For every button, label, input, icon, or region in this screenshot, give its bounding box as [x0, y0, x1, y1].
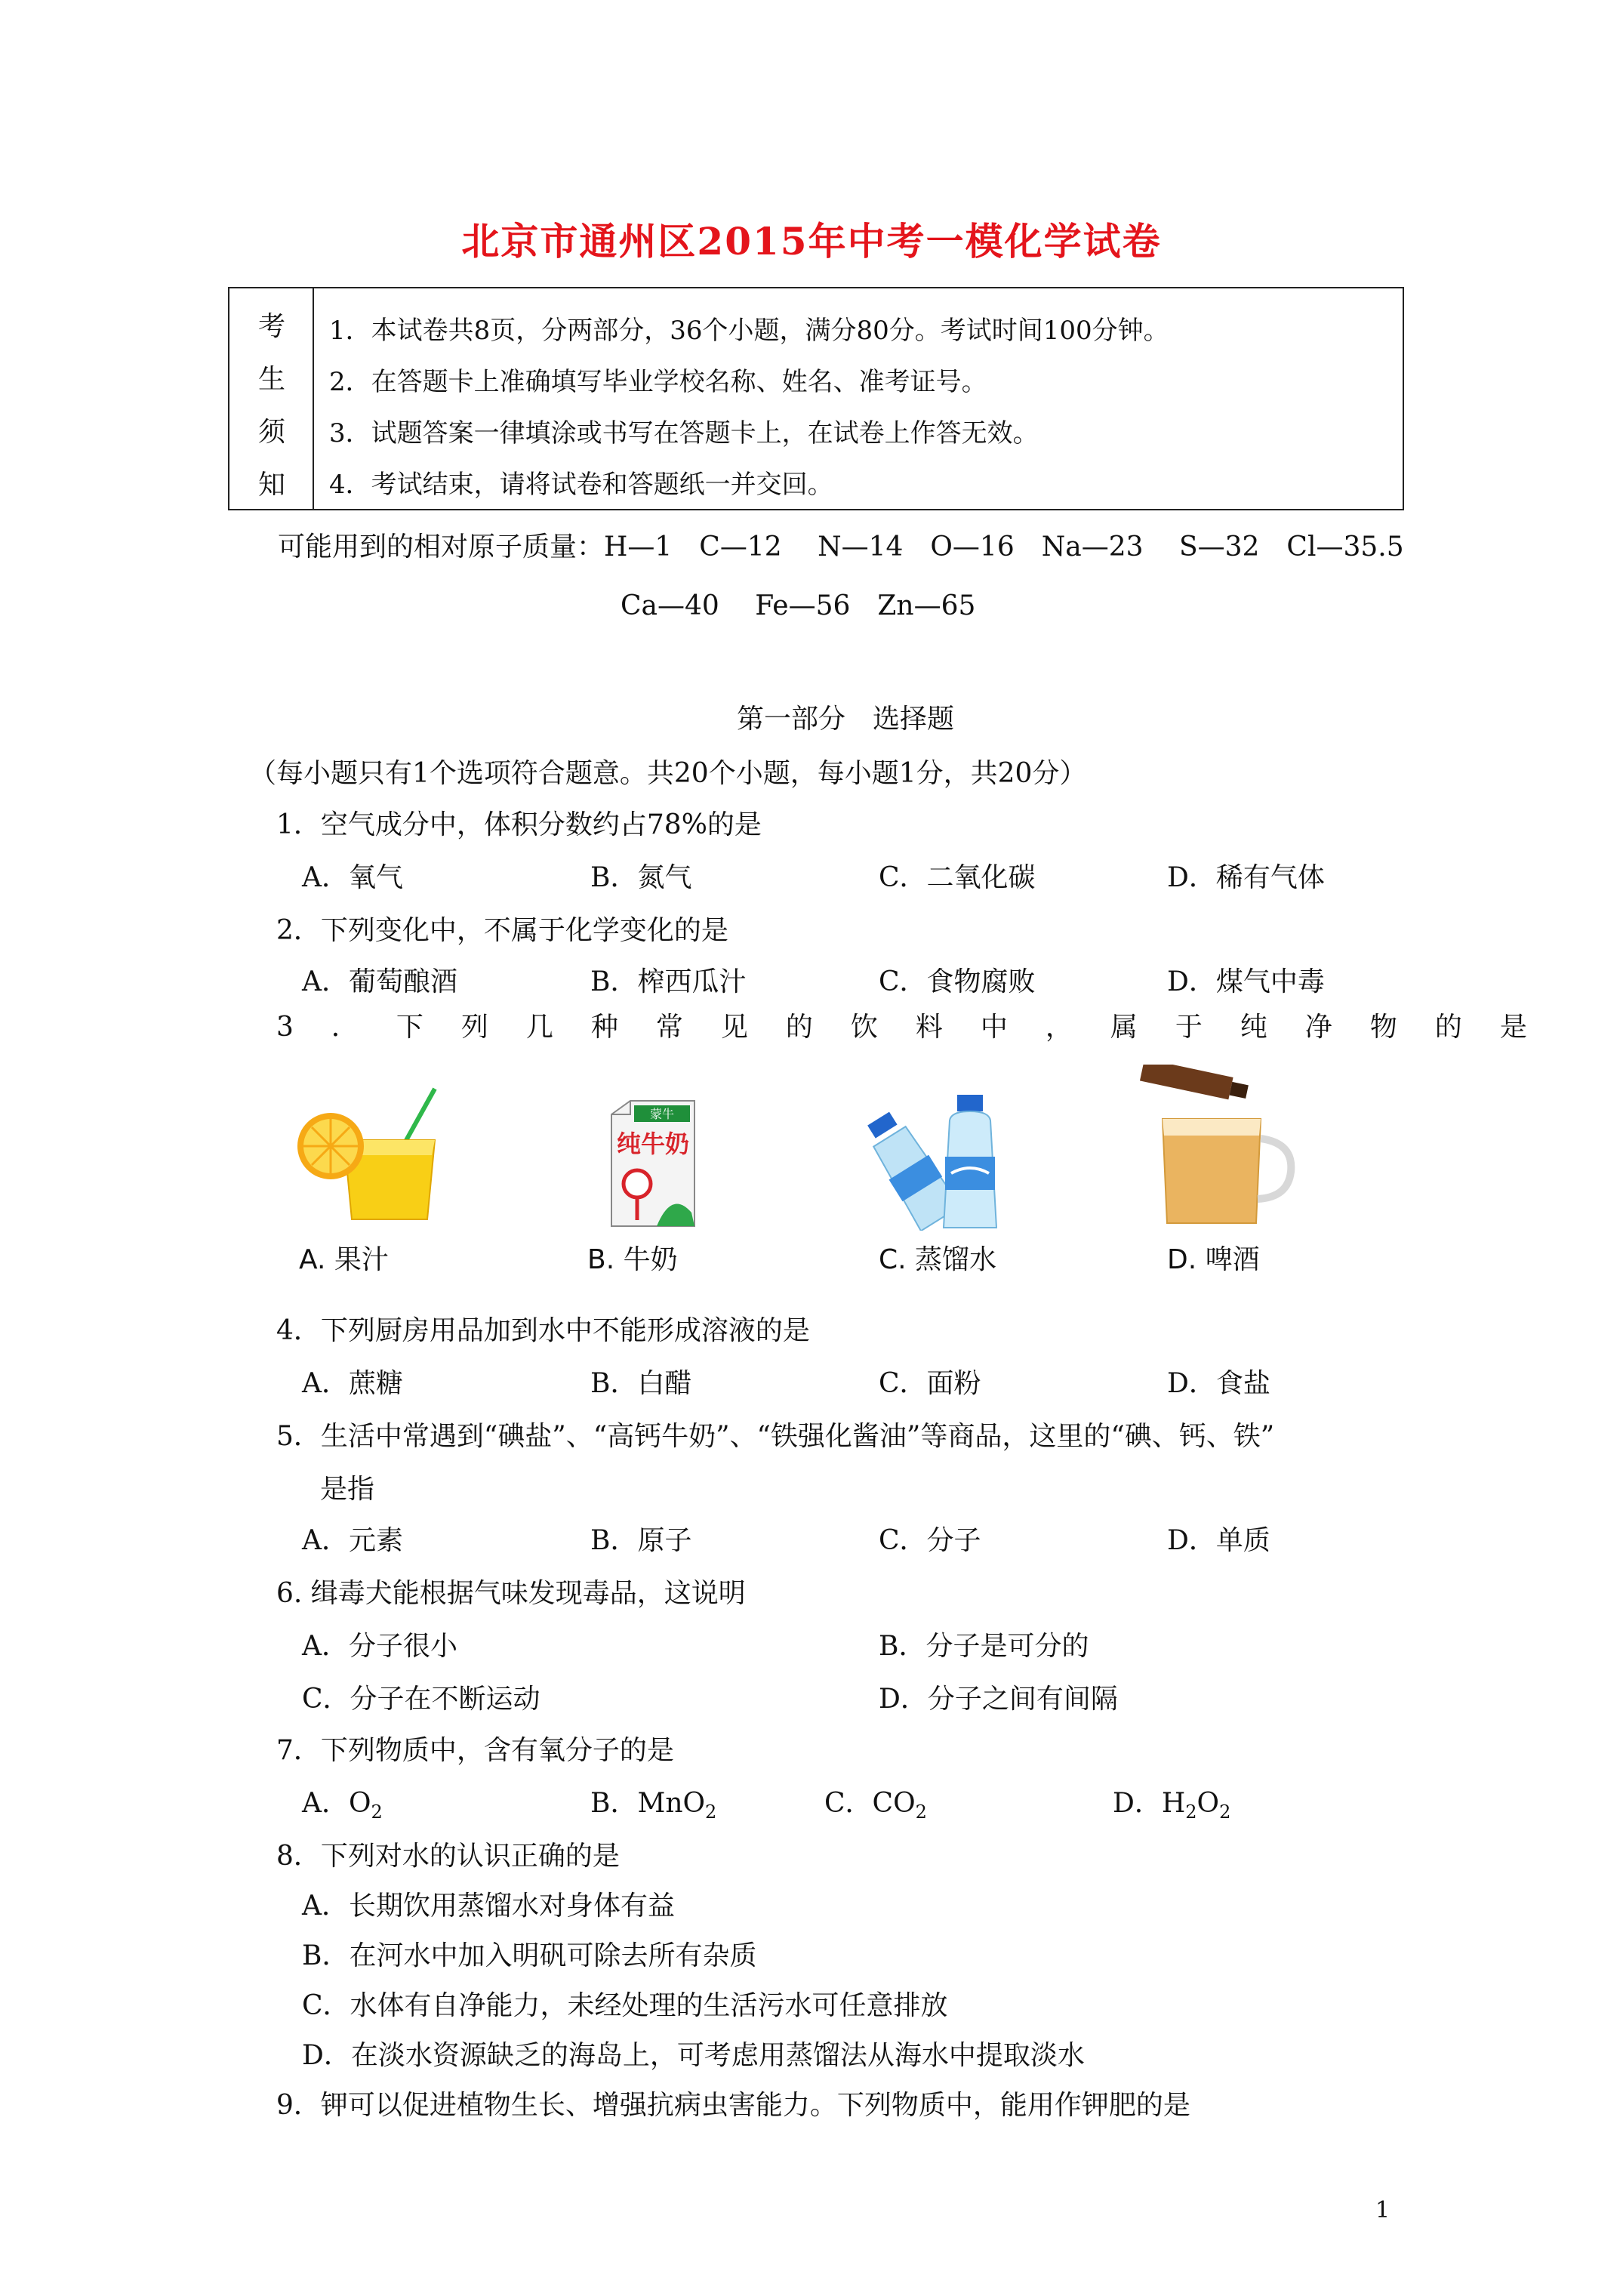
- q7-option-d: [1113, 1782, 1230, 1823]
- q6-option-a: A．分子很小: [302, 1631, 457, 1662]
- atomic-masses-line2: Ca—40 Fe—56 Zn—65: [621, 590, 976, 621]
- q2-option-b: B．榨西瓜汁: [590, 966, 747, 997]
- notice-header-char: 须: [257, 417, 285, 448]
- q8-option-c: C．水体有自净能力，未经处理的生活污水可任意排放: [302, 1990, 948, 2021]
- question-2-stem: 2．下列变化中，不属于化学变化的是: [276, 915, 728, 946]
- q2-option-c: C．食物腐败: [879, 966, 1036, 997]
- q7-option-c: [824, 1782, 927, 1823]
- q4-option-b: B．白醋: [590, 1368, 692, 1399]
- question-7-stem: 7．下列物质中，含有氧分子的是: [276, 1735, 674, 1766]
- formula-subscript: 2: [1185, 1801, 1197, 1823]
- notice-line: 2．在答题卡上准确填写毕业学校名称、姓名、准考证号。: [329, 367, 987, 397]
- notice-header-char: 生: [257, 364, 285, 395]
- formula-text: D．H: [1113, 1788, 1186, 1819]
- q7-option-a: [302, 1782, 383, 1823]
- section-title: 第一部分 选择题: [736, 704, 954, 735]
- q5-option-b: B．原子: [590, 1525, 692, 1556]
- q1-option-c: C．二氧化碳: [879, 862, 1036, 893]
- question-1-stem: 1．空气成分中，体积分数约占78%的是: [276, 809, 762, 840]
- q3-option-a: A. 果汁: [299, 1244, 389, 1275]
- notice-line: 3．试题答案一律填涂或书写在答题卡上，在试卷上作答无效。: [329, 418, 1039, 448]
- beer-mug-illustration: [1132, 1065, 1306, 1232]
- notice-header: [229, 288, 314, 509]
- q8-option-a: A．长期饮用蒸馏水对身体有益: [302, 1891, 675, 1922]
- formula-text: A．O: [302, 1788, 371, 1819]
- formula-text: C．CO: [824, 1788, 916, 1819]
- question-5-stem-cont: 是指: [320, 1474, 375, 1505]
- formula-text: B．MnO: [590, 1788, 706, 1819]
- formula-subscript: 2: [1219, 1801, 1231, 1823]
- question-5-stem: 5．生活中常遇到“碘盐”、“高钙牛奶”、“铁强化酱油”等商品，这里的“碘、钙、铁”: [276, 1421, 1275, 1452]
- q6-option-b: B．分子是可分的: [879, 1631, 1089, 1662]
- formula-subscript: 2: [915, 1801, 927, 1823]
- q6-option-d: D．分子之间有间隔: [879, 1684, 1118, 1715]
- question-9-stem: 9．钾可以促进植物生长、增强抗病虫害能力。下列物质中，能用作钾肥的是: [276, 2090, 1190, 2121]
- atomic-masses-line1: 可能用到的相对原子质量：H—1 C—12 N—14 O—16 Na—23 S—32 Cl—35.5: [278, 532, 1404, 562]
- formula-text: O: [1196, 1788, 1220, 1819]
- question-8-stem: 8．下列对水的认识正确的是: [276, 1841, 620, 1872]
- q5-option-c: C．分子: [879, 1525, 981, 1556]
- formula-subscript: 2: [371, 1801, 383, 1823]
- q2-option-d: D．煤气中毒: [1167, 966, 1325, 997]
- q1-option-b: B．氮气: [590, 862, 692, 893]
- formula-subscript: 2: [705, 1801, 717, 1823]
- page-number: 1: [1375, 2197, 1390, 2224]
- q3-option-c: C. 蒸馏水: [879, 1244, 997, 1275]
- q8-option-d: D．在淡水资源缺乏的海岛上，可考虑用蒸馏法从海水中提取淡水: [302, 2040, 1085, 2071]
- question-3-stem: 3．下列几种常见的饮料中，属于纯净物的是: [276, 1012, 1565, 1043]
- q1-option-a: A．氧气: [302, 862, 403, 893]
- notice-header-char: 知: [257, 470, 285, 501]
- water-bottles-illustration: [861, 1090, 1027, 1231]
- q2-option-a: A．葡萄酿酒: [302, 966, 457, 997]
- q8-option-b: B．在河水中加入明矾可除去所有杂质: [302, 1940, 757, 1971]
- milk-brand-text: 蒙牛: [649, 1107, 675, 1121]
- q3-option-d: D. 啤酒: [1167, 1244, 1260, 1275]
- q4-option-d: D．食盐: [1167, 1368, 1270, 1399]
- exam-notice-box: [228, 287, 1404, 510]
- section-note: （每小题只有1个选项符合题意。共20个小题，每小题1分，共20分）: [249, 758, 1087, 789]
- q1-option-d: D．稀有气体: [1167, 862, 1325, 893]
- notice-line: 1．本试卷共8页，分两部分，36个小题，满分80分。考试时间100分钟。: [329, 316, 1169, 346]
- q5-option-d: D．单质: [1167, 1525, 1270, 1556]
- page-title: 北京市通州区2015年中考一模化学试卷: [461, 219, 1162, 264]
- juice-illustration: [291, 1080, 457, 1231]
- question-4-stem: 4．下列厨房用品加到水中不能形成溶液的是: [276, 1315, 810, 1346]
- q6-option-c: C．分子在不断运动: [302, 1684, 540, 1715]
- notice-line: 4．考试结束，请将试卷和答题纸一并交回。: [329, 470, 833, 500]
- milk-carton-illustration: [604, 1099, 702, 1229]
- q7-option-b: [590, 1782, 716, 1823]
- notice-header-char: 考: [257, 311, 285, 342]
- question-6-stem: 6. 缉毒犬能根据气味发现毒品，这说明: [276, 1578, 746, 1609]
- q4-option-c: C．面粉: [879, 1368, 981, 1399]
- q4-option-a: A．蔗糖: [302, 1368, 403, 1399]
- q5-option-a: A．元素: [302, 1525, 403, 1556]
- q3-option-b: B. 牛奶: [587, 1244, 678, 1275]
- milk-label-text: 纯牛奶: [616, 1130, 690, 1158]
